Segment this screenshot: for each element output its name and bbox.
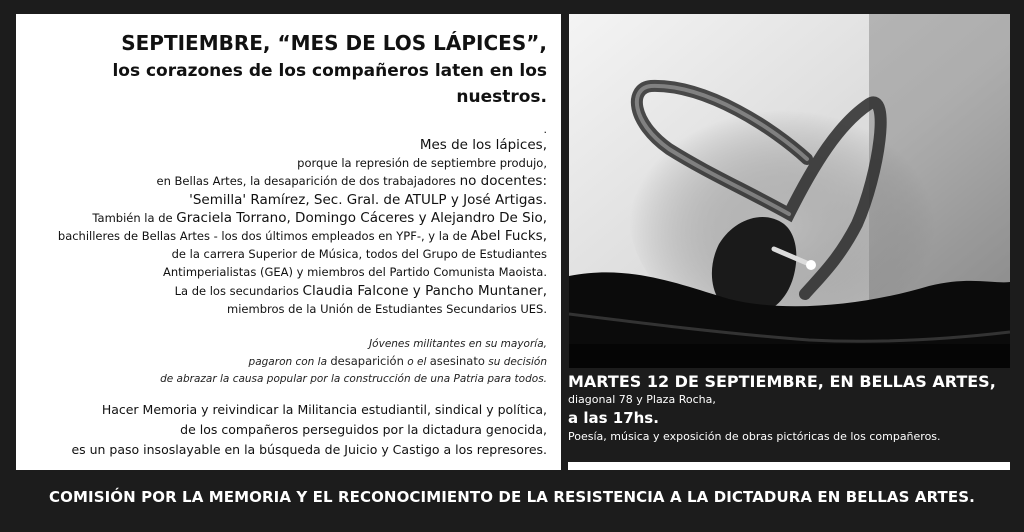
italic-line-3: de abrazar la causa popular por la construcción de una Patria para todos. — [160, 373, 547, 385]
italic-line-2-d: asesinato — [429, 354, 485, 368]
body-line-9-b: Claudia Falcone y Pancho Muntaner, — [302, 282, 547, 299]
closing-line-3: es un paso insoslayable en la búsqueda de Juicio y Castigo a los represores. — [71, 442, 547, 457]
event-headline: MARTES 12 DE SEPTIEMBRE, EN BELLAS ARTES, — [568, 372, 996, 391]
body-line-3-c: : — [542, 173, 547, 190]
body-line-4: 'Semilla' Ramírez, Sec. Gral. de ATULP y José Artigas. — [189, 191, 547, 208]
body-line-9 — [58, 282, 547, 300]
body-line-7: de la carrera Superior de Música, todos del Grupo de Estudiantes — [171, 247, 547, 262]
body-line-10: miembros de la Unión de Estudiantes Secundarios UES. — [227, 301, 547, 316]
italic-line-2-b: desaparición — [330, 354, 404, 368]
body-line-8: Antimperialistas (GEA) y miembros del Partido Comunista Maoista. — [162, 265, 547, 280]
body-line-6-a: bachilleres de Bellas Artes - los dos últimos empleados en YPF-, y la de — [57, 229, 471, 244]
footer-commission: COMISIÓN POR LA MEMORIA Y EL RECONOCIMIENTO DE LA RESISTENCIA A LA DICTADURA EN BELLAS ARTES. — [49, 488, 975, 506]
body-line-6-b: Abel Fucks, — [470, 228, 547, 245]
event-address: diagonal 78 y Plaza Rocha, — [568, 393, 716, 406]
text-panel — [16, 14, 561, 470]
closing-line-1: Hacer Memoria y reivindicar la Militancia estudiantil, sindical y política, — [101, 402, 547, 417]
body-line-2: porque la represión de septiembre produjo, — [297, 156, 547, 171]
heart-photo — [569, 14, 1010, 368]
body-line-5-b: Graciela Torrano, Domingo Cáceres y Alejandro De Sio, — [176, 209, 547, 226]
title-block — [16, 28, 547, 110]
closing-line-2: de los compañeros perseguidos por la dictadura genocida, — [180, 422, 547, 437]
body-line-5 — [58, 209, 547, 227]
body-line-3 — [58, 172, 547, 190]
body-line-1: Mes de los lápices, — [419, 137, 547, 153]
body-line-3-a: en Bellas Artes, la desaparición de dos trabajadores — [156, 174, 460, 189]
body-line-6 — [58, 227, 547, 245]
italic-line-2-c: o el — [403, 356, 430, 368]
italic-line-2 — [160, 353, 547, 371]
event-info — [568, 371, 996, 445]
main-title: SEPTIEMBRE, “MES DE LOS LÁPICES”, — [121, 31, 547, 55]
heart-drawing-image — [569, 14, 1010, 368]
white-divider — [568, 462, 1010, 470]
body-line-9-a: La de los secundarios — [174, 283, 303, 298]
italic-line-2-a: pagaron con la — [248, 356, 331, 368]
body-line-5-a: También la de — [92, 210, 177, 225]
italic-line-1: Jóvenes militantes en su mayoría, — [369, 338, 547, 350]
italic-line-2-e: su decisión — [484, 356, 547, 368]
event-time: a las 17hs. — [568, 409, 659, 427]
body-line-3-b: no docentes — [459, 173, 543, 190]
closing-text — [71, 400, 547, 460]
event-description: Poesía, música y exposición de obras pictóricas de los compañeros. — [568, 430, 941, 443]
body-text — [58, 124, 547, 318]
body-dot: . — [543, 123, 547, 136]
italic-text — [160, 336, 547, 388]
subtitle: los corazones de los compañeros laten en los nuestros. — [112, 61, 547, 107]
